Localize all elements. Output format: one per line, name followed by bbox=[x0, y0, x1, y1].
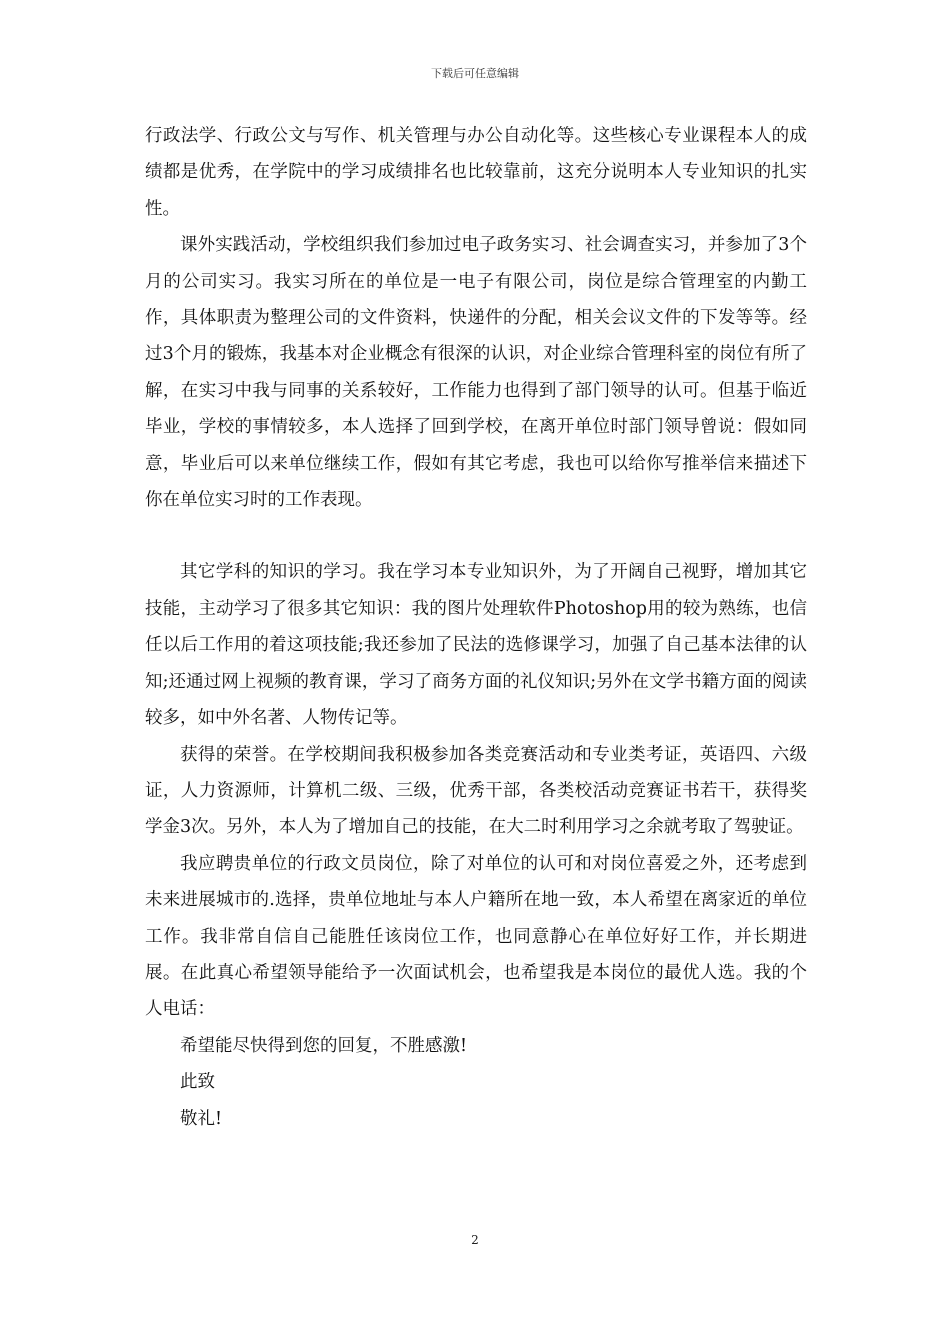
paragraph-honors: 获得的荣誉。在学校期间我积极参加各类竞赛活动和专业类考证，英语四、六级证，人力资源师，计算机二级、三级，优秀干部，各类校活动竞赛证书若干，获得奖学金3次。另外，本人为了增加自己的技能，在大二时利用学习之余就考取了驾驶证。 bbox=[145, 744, 807, 838]
document-body bbox=[145, 118, 807, 1137]
paragraph-practice: 课外实践活动，学校组织我们参加过电子政务实习、社会调查实习，并参加了3个月的公司实习。我实习所在的单位是一电子有限公司，岗位是综合管理室的内勤工作，具体职责为整理公司的文件资料，快递件的分配，相关会议文件的下发等等。经过3个月的锻炼，我基本对企业概念有很深的认识，对企业综合管理科室的岗位有所了解，在实习中我与同事的关系较好，工作能力也得到了部门领导的认可。但基于临近毕业，学校的事情较多，本人选择了回到学校，在离开单位时部门领导曾说：假如同意，毕业后可以来单位继续工作，假如有其它考虑，我也可以给你写推举信来描述下你在单位实习时的工作表现。 bbox=[145, 235, 807, 511]
paragraph-application: 我应聘贵单位的行政文员岗位，除了对单位的认可和对岗位喜爱之外，还考虑到未来进展城市的.选择，贵单位地址与本人户籍所在地一致，本人希望在离家近的单位工作。我非常自信自己能胜任该岗位工作，也同意静心在单位好好工作，并长期进展。在此真心希望领导能给予一次面试机会，也希望我是本岗位的最优人选。我的个人电话： bbox=[145, 853, 807, 1020]
page-number: 2 bbox=[471, 1233, 479, 1247]
closing-hope: 希望能尽快得到您的回复，不胜感激! bbox=[180, 1035, 468, 1056]
closing-jingli: 敬礼! bbox=[180, 1108, 223, 1129]
closing-cizhi: 此致 bbox=[180, 1072, 215, 1093]
paragraph-courses: 行政法学、行政公文与写作、机关管理与办公自动化等。这些核心专业课程本人的成绩都是优秀，在学院中的学习成绩排名也比较靠前，这充分说明本人专业知识的扎实性。 bbox=[145, 126, 807, 219]
page-header: 下载后可任意编辑 bbox=[431, 67, 519, 80]
paragraph-other-knowledge: 其它学科的知识的学习。我在学习本专业知识外，为了开阔自己视野，增加其它技能，主动学习了很多其它知识：我的图片处理软件Photoshop用的较为熟练，也信任以后工作用的着这项技能;我还参加了民法的选修课学习，加强了自己基本法律的认知;还通过网上视频的教育课，学习了商务方面的礼仪知识;另外在文学书籍方面的阅读较多，如中外名著、人物传记等。 bbox=[145, 562, 807, 729]
